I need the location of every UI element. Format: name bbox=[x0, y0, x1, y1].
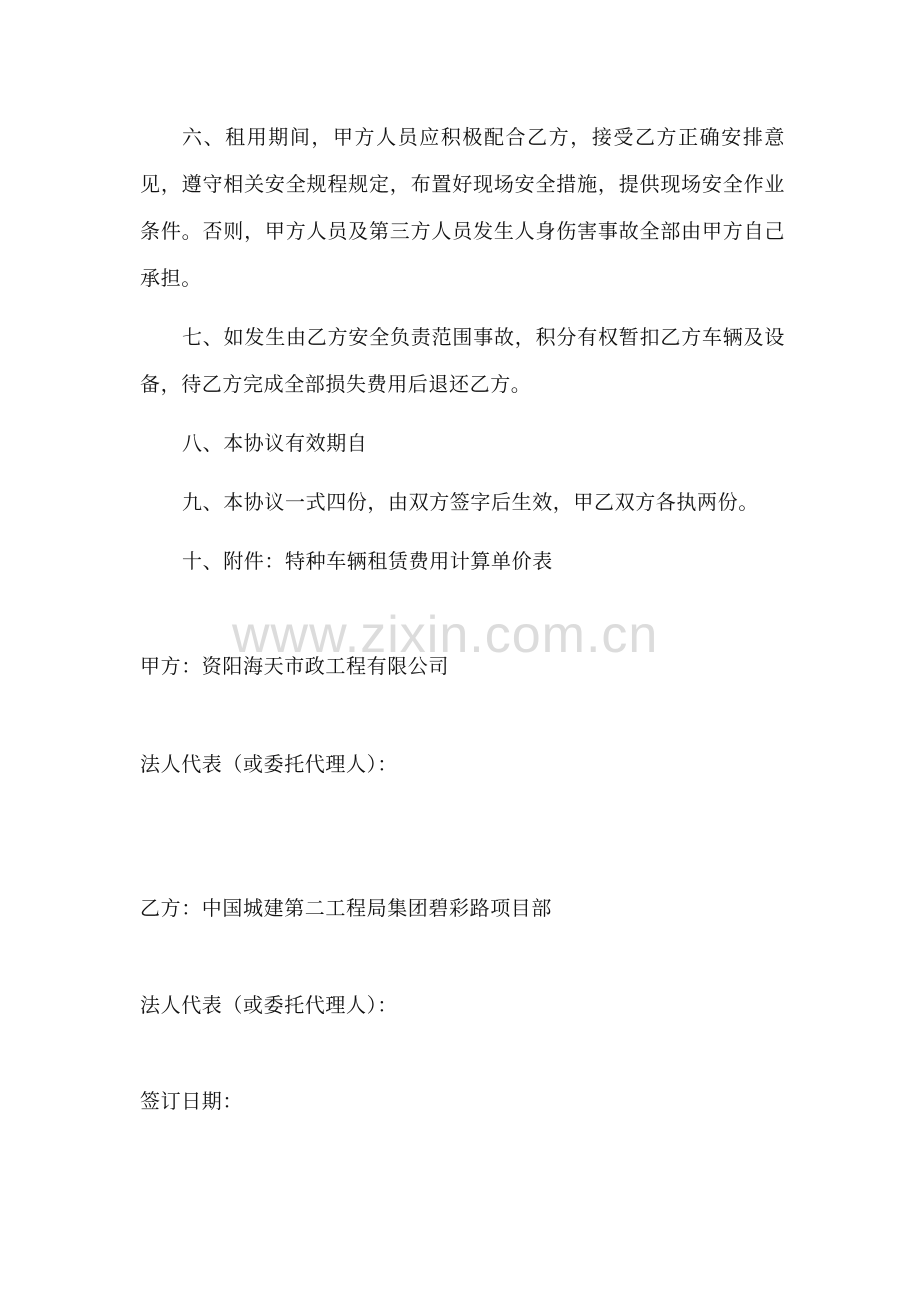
party-b-representative: 法人代表（或委托代理人）： bbox=[140, 993, 398, 1017]
clause-6: 六、租用期间，甲方人员应积极配合乙方，接受乙方正确安排意见，遵守相关安全规程规定，布置好现场安全措施，提供现场安全作业条件。否则，甲方人员及第三方人员发生人身伤害事故全部由甲方自己承担。 bbox=[140, 125, 785, 290]
party-a-representative: 法人代表（或委托代理人）： bbox=[140, 752, 398, 776]
clause-10: 十、附件：特种车辆租赁费用计算单价表 bbox=[182, 549, 553, 573]
clause-7: 七、如发生由乙方安全负责范围事故，积分有权暂扣乙方车辆及设备，待乙方完成全部损失费用后退还乙方。 bbox=[140, 325, 785, 396]
party-a-name: 甲方：资阳海天市政工程有限公司 bbox=[140, 654, 449, 678]
party-b-name: 乙方：中国城建第二工程局集团碧彩路项目部 bbox=[140, 896, 552, 920]
clause-9: 九、本协议一式四份，由双方签字后生效，甲乙双方各执两份。 bbox=[182, 490, 759, 514]
clause-list bbox=[140, 114, 785, 597]
clause-8: 八、本协议有效期自 bbox=[182, 431, 368, 455]
watermark: www.zixin.com.cn bbox=[232, 606, 659, 664]
sign-date-label: 签订日期： bbox=[140, 1089, 243, 1113]
